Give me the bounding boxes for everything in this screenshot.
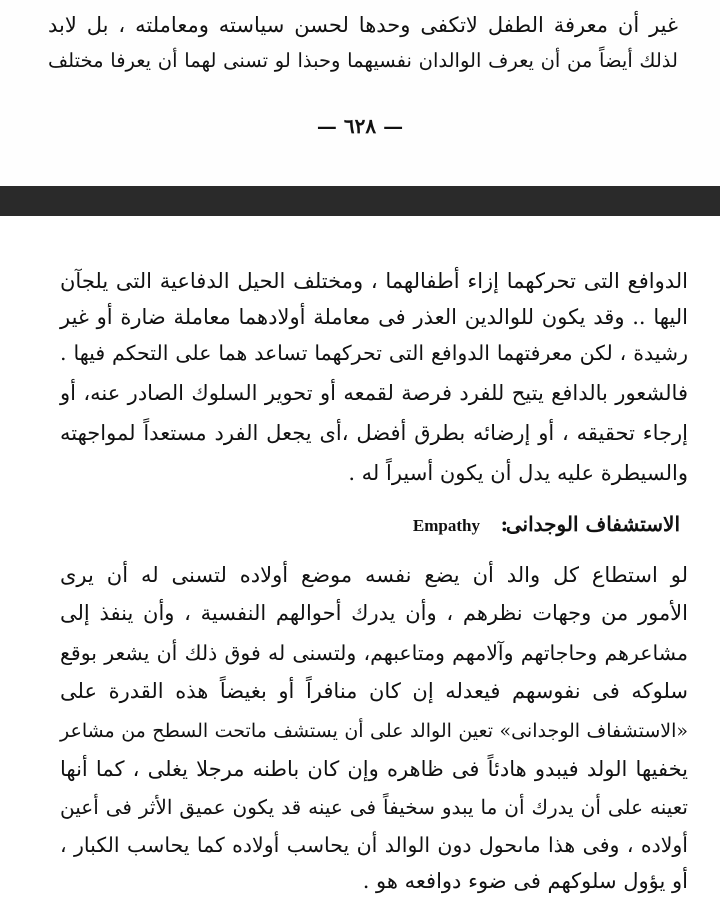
- heading-arabic: الاستشفاف الوجدانى: [505, 512, 680, 536]
- text-line: رشيدة ، لكن معرفتهما الدوافع التى تحركهما تساعد هما على التحكم فيها .: [60, 341, 688, 365]
- text-line: الدوافع التى تحركهما إزاء أطفالهما ، ومختلف الحيل الدفاعية التى يلجآن: [60, 269, 688, 293]
- text-line: الأمور من وجهات نظرهم ، وأن يدرك أحوالهم النفسية ، وأن ينفذ إلى: [60, 601, 688, 625]
- text-line: أولاده ، وفى هذا ماىحول دون الوالد أن يحاسب أولاده كما يحاسب الكبار ،: [60, 833, 688, 857]
- text-line: إرجاء تحقيقه ، أو إرضائه بطرق أفضل ،أى يجعل الفرد مستعداً لمواجهته: [60, 421, 688, 445]
- text-line: سلوكه فى نفوسهم فيعدله إن كان منافراً أو بغيضاً هذه القدرة على: [60, 679, 688, 703]
- text-line: اليها .. وقد يكون للوالدين العذر فى معاملة أولادهما معاملة ضارة أو غير: [60, 305, 688, 329]
- text-line: فالشعور بالدافع يتيح للفرد فرصة لقمعه أو تحوير السلوك الصادر عنه، أو: [60, 381, 688, 405]
- text-line: أو يؤول سلوكهم فى ضوء دوافعه هو .: [362, 869, 688, 893]
- page-number: — ٦٢٨ —: [316, 114, 404, 138]
- heading-english: Empathy: [412, 516, 480, 535]
- text-line: غير أن معرفة الطفل لاتكفى وحدها لحسن سياسته ومعاملته ، بل لابد: [48, 13, 678, 37]
- text-line: لو استطاع كل والد أن يضع نفسه موضع أولاده لتسنى له أن يرى: [60, 563, 688, 587]
- text-line: «الاستشفاف الوجدانى» تعين الوالد على أن يستشف ماتحت السطح من مشاعر: [60, 720, 688, 742]
- text-line: والسيطرة عليه يدل أن يكون أسيراً له .: [348, 461, 688, 485]
- text-line: مشاعرهم وحاجاتهم وآلامهم ومتاعبهم، ولتسنى له فوق ذلك أن يشعر بوقع: [60, 641, 688, 665]
- previous-page-fragment: [0, 0, 720, 186]
- heading-colon: :: [500, 512, 508, 536]
- text-line: يخفيها الولد فيبدو هادئاً فى ظاهره وإن كان باطنه مرجلا يغلى ، كما أنها: [60, 757, 688, 781]
- section-heading: [60, 512, 680, 546]
- page-gap-divider: [0, 186, 720, 216]
- text-line: تعينه على أن يدرك أن ما يبدو سخيفاً فى عينه قد يكون عميق الأثر فى أعين: [60, 795, 688, 819]
- text-line: لذلك أيضاً من أن يعرف الوالدان نفسيهما وحبذا لو تسنى لهما أن يعرفا مختلف: [48, 49, 678, 72]
